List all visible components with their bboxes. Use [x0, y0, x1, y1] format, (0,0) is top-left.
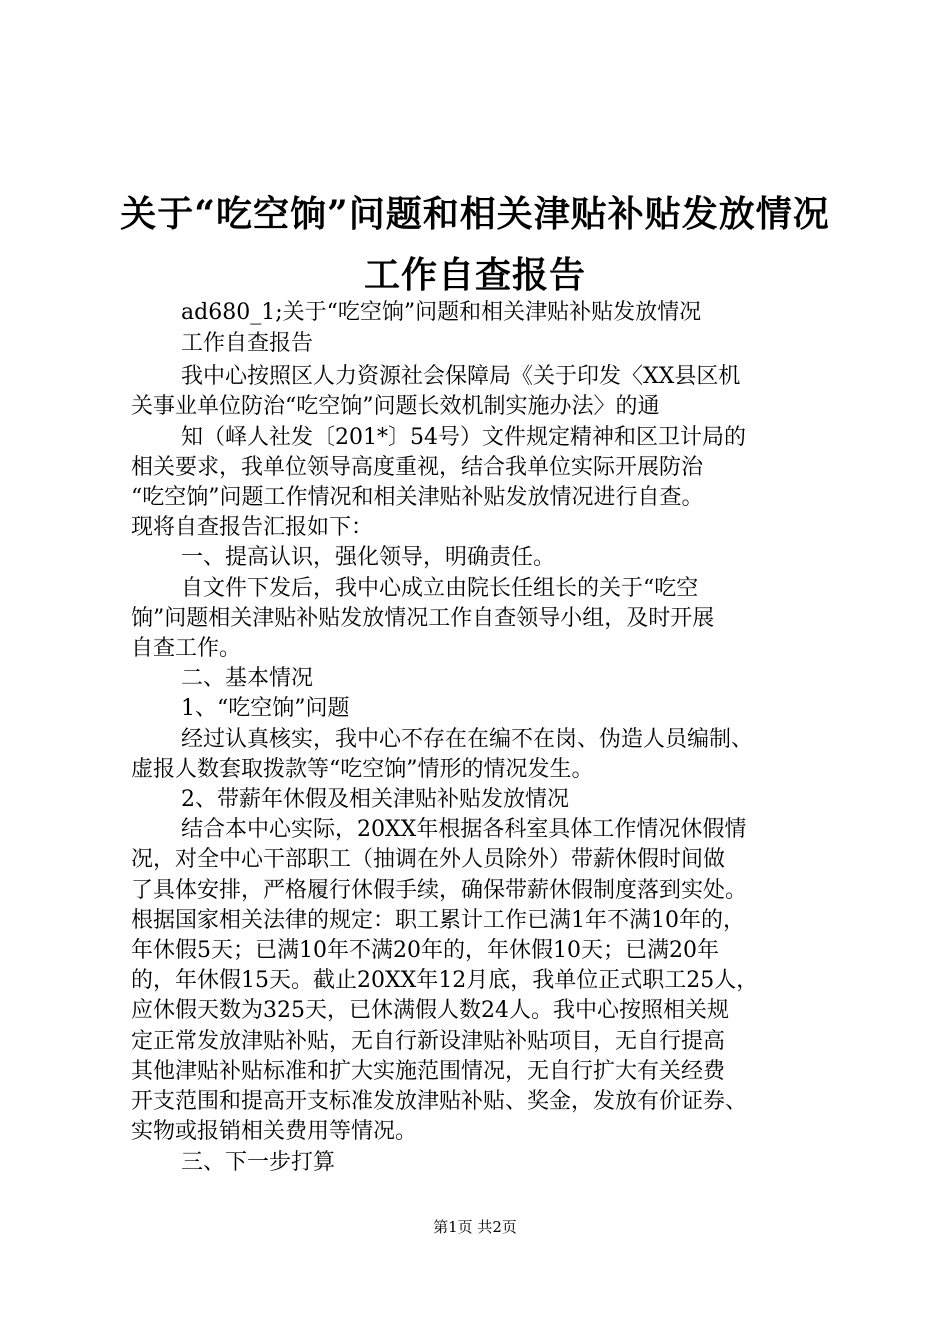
- paragraph-line: 了具体安排，严格履行休假手续，确保带薪休假制度落到实处。: [131, 878, 748, 903]
- paragraph-line: 自文件下发后，我中心成立由院长任组长的关于“吃空: [181, 576, 699, 601]
- document-title-line-2: 工作自查报告: [363, 254, 586, 296]
- paragraph-line: 现将自查报告汇报如下：: [131, 515, 374, 540]
- paragraph-line: 其他津贴补贴标准和扩大实施范围情况，无自行扩大有关经费: [131, 1059, 726, 1084]
- page-footer: 第1页 共2页: [433, 1218, 517, 1236]
- section-heading: 一、提高认识，强化领导，明确责任。: [181, 545, 556, 570]
- paragraph-line: 关事业单位防治“吃空饷”问题长效机制实施办法〉的通: [131, 394, 660, 419]
- paragraph-line: 饷”问题相关津贴补贴发放情况工作自查领导小组，及时开展: [131, 606, 715, 631]
- paragraph-line: 自查工作。: [131, 636, 242, 661]
- paragraph-line: 根据国家相关法律的规定：职工累计工作已满1年不满10年的，: [131, 908, 745, 933]
- paragraph-line: 相关要求，我单位领导高度重视，结合我单位实际开展防治: [131, 455, 704, 480]
- paragraph-line: 定正常发放津贴补贴，无自行新设津贴补贴项目，无自行提高: [131, 1029, 726, 1054]
- paragraph-line: 结合本中心实际，20XX年根据各科室具体工作情况休假情: [181, 817, 747, 842]
- document-title-line-1: 关于“吃空饷”问题和相关津贴补贴发放情况: [120, 193, 830, 235]
- paragraph-line: 开支范围和提高开支标准发放津贴补贴、奖金，发放有价证券、: [131, 1089, 748, 1114]
- paragraph-line: 我中心按照区人力资源社会保障局《关于印发〈XX县区机: [181, 364, 741, 389]
- paragraph-line: 工作自查报告: [181, 331, 314, 356]
- paragraph-line: 况，对全中心干部职工（抽调在外人员除外）带薪休假时间做: [131, 847, 726, 872]
- paragraph-line: 应休假天数为325天，已休满假人数24人。我中心按照相关规: [131, 998, 729, 1023]
- paragraph-line: 知（峄人社发〔201*〕54号）文件规定精神和区卫计局的: [181, 425, 746, 450]
- paragraph-line: 虚报人数套取拨款等“吃空饷”情形的情况发生。: [131, 757, 594, 782]
- paragraph-line: “吃空饷”问题工作情况和相关津贴补贴发放情况进行自查。: [131, 485, 704, 510]
- paragraph-line: 经过认真核实，我中心不存在在编不在岗、伪造人员编制、: [181, 727, 754, 752]
- subsection-heading: 1、“吃空饷”问题: [181, 696, 350, 721]
- paragraph-line: 实物或报销相关费用等情况。: [131, 1119, 418, 1144]
- paragraph-line: 年休假5天；已满10年不满20年的，年休假10天；已满20年: [131, 938, 719, 963]
- section-heading: 三、下一步打算: [181, 1150, 336, 1175]
- paragraph-line: ad680_1;关于“吃空饷”问题和相关津贴补贴发放情况: [181, 300, 702, 325]
- paragraph-line: 的，年休假15天。截止20XX年12月底，我单位正式职工25人，: [131, 968, 759, 993]
- subsection-heading: 2、带薪年休假及相关津贴补贴发放情况: [181, 787, 569, 812]
- section-heading: 二、基本情况: [181, 666, 314, 691]
